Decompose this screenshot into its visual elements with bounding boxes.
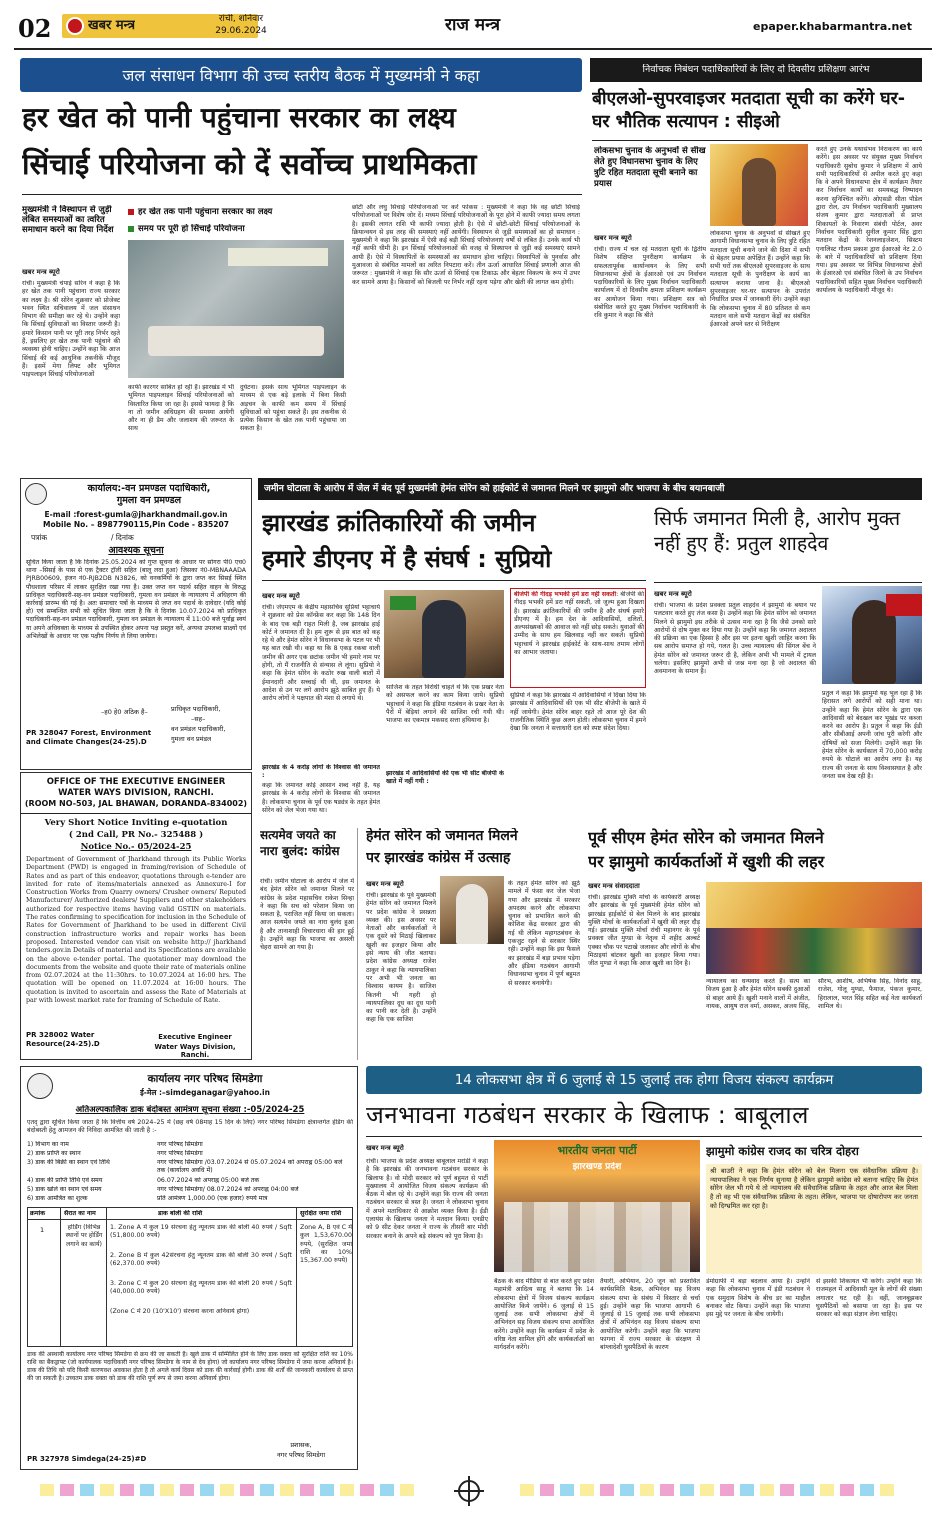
story4-body-1: रांची। भाजपा के प्रदेश प्रवक्ता प्रतुल शाहदेव ने झामुमो के बयान पर पलटवार करते हुए तंज कसा है। उन्होंने कहा कि हेमंत सोरेन को जमानत मिलने से झामुमो इस तरीके से उत्सव मना रहा है कि जैसे उनको सारे आरोपों से दोष मुक्त कर दिया गया है। उन्होंने कहा कि जमानत अदालत की प्रक्रिया का एक हिस्सा है और इस पर इतना खुशी जाहिर करना कि सब आरोप समाप्त हो गये, गलत है। उच्च न्यायालय की सिंगल बेंच ने हेमंत सोरेन को जमानत जरूर दी है, लेकिन अभी भी मामले में ट्रायल चलेगा। इसलिए झामुमो अभी से जश्न मना रहा है जो अदालत की अवमानना के समान है।: [654, 602, 816, 676]
story6-body-1: रांची। झारखंड के पूर्व मुख्यमंत्री हेमंत सोरेन को जमानत मिलने पर प्रदेश कांग्रेस ने प्रसन्नता व्यक्त की। इस अवसर पर नेताओं और कार्यकर्ताओं ने एक दूसरे को मिठाई खिलाकर खुशी का इजहार किया और इसे न्याय की जीत बताया। प्रदेश कांग्रेस अध्यक्ष राजेश ठाकुर ने कहा कि न्यायपालिका पर अभी भी जनता का विश्वास कायम है। साजिश कितनी भी गहरी हो न्यायपालिका दूध का दूध पानी का पानी कर देती है। उन्होंने कहा कि एक साजिश: [366, 892, 436, 1024]
ad-forest-sign-3: वन प्रमंडल पदाधिकारी,: [171, 725, 226, 733]
story2-kicker-bar: [590, 58, 922, 82]
ad-forest-mobile: Mobile No. – 8987790115,Pin Code - 835207: [43, 520, 229, 529]
ad-row: [27, 1159, 353, 1175]
story8-headline: जनभावना गठबंधन सरकार के खिलाफ : बाबूलाल: [366, 1101, 809, 1129]
story1-body-1: रांची। मुख्यमंत्री चंपाई सोरेन ने कहा है कि हर खेत तक पानी पहुंचाना राज्य सरकार का लक्ष्य है। श्री सोरेन शुक्रवार को प्रोजेक्ट भवन स्थित सचिवालय में जल संसाधन विभाग की समीक्षा कर रहे थे। उन्होंने कहा कि सिंचाई सुविधाओं का विस्तार जरूरी है। हमारे किसान पानी पर पूरी तरह निर्भर रहते हैं, इसलिए हर खेत तक पानी पहुंचाने की व्यवस्था होनी चाहिए। उन्होंने कहा कि आज सिंचाई की कई आधुनिक तकनीकें मौजूद हैं। इसमें मेगा लिफ्ट और भूमिगत पाइपलाइन सिंचाई परियोजनाओं: [22, 280, 120, 379]
story2-body-1: रांची। राज्य में चल रहे मतदाता सूची के द्वितीय विशेष संक्षिप्त पुनरीक्षण कार्यक्रम के सफलतापूर्वक कार्यान्वयन के लिए सभी विधानसभा क्षेत्रों के ईआरओ एवं उप निर्वाचन पदाधिकारियों के लिए मुख्य निर्वाचन पदाधिकारी कार्यालय में दो दिवसीय क्षमता प्रशिक्षण कार्यक्रम का आयोजन किया गया। प्रशिक्षण सत्र को संबोधित करते हुए मुख्य निर्वाचन पदाधिकारी के रवि कुमार ने कहा कि बीते: [594, 246, 706, 320]
gov-emblem-icon: [27, 1073, 53, 1099]
table-cell-zone-2: 2. Zone B में कुल 42संरचना हेतु न्यूनतम डाक की बोली 30 रुपये / Sqft (62,370.00 रुपये): [110, 1252, 292, 1268]
story1-headline-1: हर खेत को पानी पहुंचाना सरकार का लक्ष्य: [22, 101, 456, 134]
ad-row-value: नगर परिषद सिमडेगा/ 08.07.2024 को अपराह्न 04:00 बजे: [157, 1186, 299, 1193]
story3-body-1: रांची। जेएमएम के केंद्रीय महासचिव सुप्रियो भट्टाचार्य ने शुक्रवार को प्रेस कॉन्फ्रेंस कर कहा कि 148 दिन के बाद एक बड़ी राहत मिली है, जब झारखंड हाई कोर्ट ने जमानत दी है। हम शुरू से इस बात को कह रहे थे और हेमंत सोरेन ने विधानसभा के पटल पर भी यह बात रखी थी। कहा था कि 8 एकड़ रकबा वाली जमीन की अगर एक छटांक जमीन भी हमारे नाम पर होगी, तो मैं राजनीति से संन्यास ले लूंगा। सुप्रियो ने कहा कि हेमंत सोरेन के कठोर रुख वाली बातों में ईमानदारी और सच्चाई थी थी, इस जमानत के आदेश से उन पर लगे आरोप झूठे साबित हुए हैं। ये आरोप लोगों ने पक्षपात की मंशा से लगाये थे।: [262, 604, 380, 703]
story8-photo-banner: भारतीय जनता पार्टी: [557, 1144, 637, 1157]
story1-body-4: छोटी और लघु सिंचाई परियोजनाओं पर करें फोकस : मुख्यमंत्री ने कहा कि वह छोटी सिंचाई परियोजनाओं पर विशेष जोर दें। मध्यम सिंचाई परियोजनाओं के पूरा होने में काफी ज्यादा समय लगता है। इसकी लागत राशि भी काफी ज्यादा होती है। ऐसे में छोटी-छोटी सिंचाई परियोजनाओं के क्रियान्वयन से इस तरह की समस्याएं नहीं आयेंगी। विस्थापन से जुड़ी समस्याओं का हो समाधान : मुख्यमंत्री ने कहा कि झारखंड में ऐसी कई बड़ी सिंचाई परियोजनाएं वर्षों से लंबित हैं। उनके कार्य भी नहीं काफी धीमी है। इन सिंचाई परियोजनाओं की वजह से विस्थापन से जुड़ी कई समस्याएं सामने आयी हैं। ऐसे में विस्थापितों के समस्याओं का समाधान होना चाहिए। विस्थापितों के पुनर्वास और मुआवजा से संबंधित मामलों का त्वरित निपटारा करें। तीन ऊर्जा आधारित सिंचाई प्रणाली आज की जरूरत : मुख्यमंत्री ने कहा कि सौर ऊर्जा से सिंचाई एक टिकाऊ और बेहतर विकल्प के रूप में उभर कर सामने आया है। किसानों को बिजली पर निर्भर नहीं रहना पड़ेगा और खेती की लागत कम होगी।: [352, 204, 580, 286]
photo-crowd: [706, 928, 922, 974]
ad-simdega-title: अतिअल्पकालिक डाक बंदोबस्त आमंत्रण सूचना संख्या :-05/2024-25: [75, 1105, 305, 1115]
table-header: डाक बोली की राशि: [158, 1210, 203, 1217]
story2-pull-quote: लोकसभा चुनाव के अनुभवों से सीख लेते हुए विधानसभा चुनाव के लिए त्रुटि रहित मतदाता सूची बनाने का प्रयास: [594, 146, 706, 190]
ad-forest-email: E-mail :forest-gumla@jharkhandmail.gov.in: [44, 510, 228, 519]
story7-body-1: रांची। झारखंड मुक्ति मोर्चा के कार्यकारी अध्यक्ष और झारखंड के पूर्व मुख्यमंत्री हेमंत सोरेन को झारखंड हाईकोर्ट से बेल मिलने के बाद झारखंड मुक्ति मोर्चा के कार्यकर्ताओं में खुशी की लहर दौड़ गई। झारखंड मुक्ति मोर्चा रांची महानगर के पूर्व प्रवक्ता जीत मुण्डा के नेतृत्व में शहीद अल्बर्ट एक्का चौक पर पटाखे जलाकर और लोगों के बीच मिठाइयां बांटकर खुशी का इजहार किया गया। जीत मुण्डा ने कहा कि आज खुशी का दिन है।: [588, 894, 700, 968]
ad-row-value: 06.07.2024 को अपराह्न 05:00 बजे तक: [157, 1177, 260, 1184]
ad-row: [27, 1186, 353, 1194]
photo-person: [456, 884, 488, 944]
story8-rule: [366, 1136, 922, 1137]
ad-row: [27, 1141, 353, 1149]
story2-photo: [710, 144, 808, 226]
brand-logo-icon: [66, 17, 84, 35]
ad-row: [27, 1150, 353, 1158]
ad-water-line-2: WATER WAYS DIVISION, RANCHI.: [58, 788, 214, 798]
story8-photo: [494, 1140, 700, 1272]
story6-photo: [440, 876, 504, 944]
table-col-divider: [106, 1208, 107, 1346]
table-col-divider: [296, 1208, 297, 1346]
story6-headline-2: पर झारखंड कांग्रेस में उत्साह: [366, 850, 511, 866]
ad-row-key: 3) डाक की बिक्री का स्थान एवं तिथि: [27, 1159, 110, 1166]
story3-body-3: साजिश के तहत विरोधी चाहते थे कि एक प्रखर नेता को असफल करने का काम किया जाये। सुप्रियो भट्टाचार्य ने कहा कि इंडिया गठबंधन के प्रखर नेता के पैरों में बेड़ियां लगाने की साजिश रची गयी थी। भाजपा का एकमात्र मकसद सत्ता हथियाना है।: [386, 684, 504, 725]
story3-rule: [262, 580, 646, 581]
story1-headline-2: सिंचाई परियोजना को दें सर्वोच्च प्राथमिकता: [22, 147, 477, 181]
story3-quote-head: बीजेपी की गीदड़ भभकी हमें डरा नहीं सकती: [514, 591, 617, 598]
ad-simdega-email: ई-मेल :–simdeganagar@yahoo.in: [140, 1088, 270, 1097]
story9-body-box: [706, 1164, 922, 1274]
ad-forest-title: आवश्यक सूचना: [108, 545, 164, 556]
story2-byline: खबर मन्त्र ब्यूरो: [594, 234, 632, 242]
color-swatch-row: [40, 1484, 420, 1496]
color-swatch-row: [520, 1484, 900, 1496]
ad-forest-sign-4: गुमला वन प्रमंडल: [171, 735, 212, 743]
story6-body-2: के तहत हेमंत सोरेन को झूठे मामले में फंसा कर जेल भेजा गया और झारखंड में सरकार अपदस्थ करने और लोकसभा चुनाव को प्रभावित करने की कोशिश केंद्र सरकार द्वारा की गई थी लेकिन महागठबंधन के एकजुट रहने से सरकार स्थिर रही। उन्होंने कहा कि इस फैसले का झारखंड में बड़ा प्रभाव पड़ेगा और इंडिया गठबंधन आगामी विधानसभा चुनाव में पूर्ण बहुमत से सरकार बनायेगी।: [508, 880, 580, 987]
ad-simdega-intro: एतद् द्वारा सूचित किया जाता है कि वित्तीय वर्ष 2024–25 में (छह वर्ष 08माह 15 दिन के लिए) नगर परिषद सिमडेगा क्षेत्रान्तर्गत हेडिंग की बंदोबस्ती हेतु आमजन की निविदा आमंत्रित की जाती है :-: [27, 1119, 353, 1135]
story3-body-4: सुप्रियो ने कहा कि झारखंड में आदिवासियों ने दिखा दिया कि झारखंड में आदिवासियों की एक भी सीट बीजेपी के खाते में नहीं जायेगी। हेमंत सोरेन बाहर रहते तो आज पूरे देश की राजनीतिक स्थिति कुछ अलग होती। लोकसभा चुनाव में हमने देखा कि जनता ने सत्ताधारी दल को स्पष्ट संदेश दिया।: [510, 692, 646, 733]
story1-kicker-bar: [20, 58, 582, 92]
ad-water-sign-1: Executive Engineer: [158, 1033, 232, 1041]
website-link[interactable]: epaper.khabarmantra.net: [753, 20, 912, 33]
story4-headline: सिर्फ जमानत मिली है, आरोप मुक्त नहीं हुए हैं: प्रतुल शाहदेव: [654, 507, 901, 556]
story3-byline: खबर मन्त्र ब्यूरो: [262, 592, 300, 600]
ad-row-key: 2) डाक प्राप्ति का स्थान: [27, 1150, 81, 1157]
table-cell-zone-c: (Zone C में 20 (10'X10') संरचना करना अनिवार्य होगा): [110, 1308, 250, 1315]
story4-rule: [654, 582, 922, 583]
banner-2: [366, 1066, 922, 1094]
story2-kicker: निर्वाचक निबंधन पदाधिकारियों के लिए दो दिवसीय प्रशिक्षण आरंभ: [642, 64, 870, 75]
story6-byline: खबर मन्त्र ब्यूरो: [366, 880, 404, 888]
bullet-square-icon: [128, 226, 134, 232]
photo-banner: [228, 248, 328, 266]
ad-forest-patrank: पत्रांक: [31, 533, 48, 542]
story2-body-3: करते हुए उनके यथासंभव निराकरण का कार्य करेंगे। इस अवसर पर संयुक्त मुख्य निर्वाचन पदाधिकारी सुबोध कुमार ने प्रशिक्षण में आये सभी पदाधिकारियों से अपील करते हुए कहा कि वे अपने विधानसभा क्षेत्र में कार्यक्रम तैयार कर निर्वाचन कार्यों का समयबद्ध निष्पादन करना सुनिश्चित करेंगे। ओएसडी सीता पौडेल द्वारा रोल, उप निर्वाचन पदाधिकारी मुख्यालय संजय कुमार द्वारा मतदाताओं से प्राप्त शिकायतों के निवारण संबंधी पोर्टल, अवर निर्वाचन पदाधिकारी सुनील कुमार सिंह द्वारा मतदान केंद्रों के रेशनलाइजेशन, सिस्टम एनालिस्ट गौतम प्रकाश द्वारा ईआरओ नेट 2.0 के बारे में पदाधिकारियों को प्रशिक्षण दिया गया। इस अवसर पर विभिन्न विधानसभा क्षेत्रों के ईआरओ एवं संबंधित जिलों के उप निर्वाचन पदाधिकारियों सहित मुख्य निर्वाचन पदाधिकारी कार्यालय के पदाधिकारी मौजूद थे।: [816, 146, 922, 295]
story9-headline-bar: [706, 1142, 922, 1162]
ad-row-key: 6) डाक आमंत्रित का शुल्क: [27, 1195, 88, 1202]
ad-forest-sign-2: –सह–: [191, 715, 206, 723]
story3-subhead-1: झारखंड के 4 करोड़ लोगों के विश्वास की जमानत :: [262, 764, 380, 780]
ad-water-line-3: (ROOM NO-503, JAL BHAWAN, DORANDA-834002): [24, 799, 248, 808]
story8-body-3: तैयारी, अभियान, 20 जून को प्रस्तावित कार्यसमिति बैठक, अभिनंदन सह विजय संकल्प सभा के संबंध में विस्तार से चर्चा हुई। उन्होंने कहा कि भाजपा आगामी 6 जुलाई से 15 जुलाई तक सभी लोकसभा क्षेत्रों में अभिनंदन सह विजय संकल्प सभा आयोजित करेगी। उन्होंने कहा कि भाजपा फागना में राज्य सरकार के संरक्षण में बांग्लादेशी घुसपैठियों के कारण: [600, 1278, 700, 1352]
story3-quote: [514, 591, 644, 687]
story1-body-3: दुर्घटना। इसके साथ भूमिगत पाइपलाइन के माध्यम से एक बड़े इलाके में बिना किसी अड़चन के काफी कम समय में सिंचाई सुविधाओं को पहुंचा सकते हैं। इस तकनीक से प्रत्येक किसान के खेत तक पानी पहुंचाया जा सकता है।: [240, 384, 346, 433]
brand-name: खबर मन्त्र: [88, 18, 136, 33]
story1-bullet-1: [128, 207, 348, 218]
table-cell-sl: 1: [40, 1226, 45, 1234]
photo-person: [742, 158, 776, 226]
story5-headline: सत्यमेव जयते का नारा बुलंद: कांग्रेस: [260, 828, 340, 858]
story9-body-2: डेमोग्राफी में बड़ा बदलाव आया है। उन्होंने कहा कि लोकसभा चुनाव में इंडी गठबंधन ने एक समुदाय विशेष के बीच डर का माहौल बनाकर वोट किया। उन्होंने कहा कि भाजपा इस मुद्दे पर जनता के बीच जायेगी।: [706, 1278, 810, 1319]
story1-side-note: मुख्यमंत्री ने विस्थापन से जुड़ी लंबित समस्याओं का त्वरित समाधान करने का दिया निर्देश: [22, 205, 114, 236]
ad-water-notice: Notice No.- 05/2024-25: [80, 842, 192, 852]
story5-body: रांची। जमीन घोटाला के आरोप में जेल में बंद हेमंत सोरेन को जमानत मिलने पर कांग्रेस के प्रदेश महासचिव राकेश सिन्हा ने कहा कि सच को परेशान किया जा सकता है, पराजित नहीं किया जा सकता। आज सत्यमेव जयते का नारा बुलंद हुआ है और तानाशाही विचारधारा की हार हुई है। उन्होंने कहा कि भाजपा का असली चेहरा सामने आ गया है।: [260, 878, 354, 952]
story4-byline: खबर मन्त्र ब्यूरो: [654, 590, 692, 598]
ad-water: [20, 772, 252, 1060]
story3-headline-2: हमारे डीएनए में है संघर्ष : सुप्रियो: [262, 545, 552, 573]
story9-headline: झामुमो कांग्रेस राजद का चरित्र दोहरा: [706, 1144, 859, 1158]
ad-forest: [20, 478, 252, 770]
table-col-divider: [60, 1208, 61, 1346]
ad-simdega-sign-1: प्रशासक,: [290, 1441, 312, 1449]
ad-forest-office-2: गुमला वन प्रमण्डल: [116, 495, 182, 506]
page-number: 02: [18, 14, 52, 43]
story7-byline: खबर मन्त्र संवाददाता: [588, 882, 640, 890]
ad-forest-ha: –ह0 हे0 अठिक है–: [101, 708, 148, 716]
gov-emblem-icon: [25, 483, 47, 505]
ad-row-value: नगर परिषद सिमडेगा /03.07.2024 से 05.07.2024 को अपराह्न 05:00 बजे तक (कार्यालय अवधि में): [157, 1159, 343, 1174]
ad-forest-dinank: / दिनांक: [111, 533, 134, 542]
story8-photo-banner-2: झारखण्ड प्रदेश: [572, 1162, 622, 1172]
story2-body-2: लोकसभा चुनाव के अनुभवों से सीखते हुए आगामी विधानसभा चुनाव के लिए त्रुटि रहित मतदाता सूची बनाने जाने की दिशा में सभी से बेहतर प्रयास अपेक्षित हैं। उन्होंने कहा कि सभी घरों तक बीएलओ सुपरवाइजर के साथ मतदाता सूची के पुनरीक्षण के कार्य का सत्यापन कराया जाना है। बीएलओ सुपरवाइजर घर-घर सत्यापन के उपरांत निर्धारित प्रपत्र में जानकारी देंगे। उन्होंने कहा कि लोकसभा चुनाव में 80 प्रतिशत से कम मतदान वाले सभी मतदान केंद्रों का संबंधित ईआरओ अपने स्तर से निरीक्षण: [710, 230, 810, 329]
table-cell-name: होर्डिंग (विभिन्न स्थानों पर होर्डिंग लगाने का कार्य): [65, 1224, 103, 1248]
registration-strip: [0, 1476, 945, 1516]
story9-body-3: से इसकी शिकायत भी करेंगे। उन्होंने कहा कि राजमहल में आदिवासी मूल के लोगों की संख्या लगातार घट रही है। वहीं, जानबूझकर घुसपैठियों को बसाया जा रहा है। इस पर सरकार को कड़ा संज्ञान लेना चाहिए।: [816, 1278, 922, 1319]
story3-headline-1: झारखंड क्रांतिकारियों की जमीन: [262, 509, 536, 537]
ad-simdega-table: [27, 1207, 353, 1347]
story7-photo: [706, 882, 922, 974]
ad-row-key: 4) डाक की प्राप्ति तिथि एवं समय: [27, 1177, 103, 1184]
story1-kicker: जल संसाधन विभाग की उच्च स्तरीय बैठक में मुख्यमंत्री ने कहा: [122, 66, 480, 85]
ad-water-line-1: OFFICE OF THE EXECUTIVE ENGINEER: [46, 777, 226, 787]
story4-body-2: प्रतुल ने कहा कि झामुमो यह भूल रहा है कि हिरासत लगे आरोपों को सही माना था। उन्होंने कहा कि हेमंत सोरेन के द्वारा एक आदिवासी को बेदखल कर भूखंड पर कब्जा करने का आरोप है। प्रतुल ने कहा कि ईडी और सीबीआई अपनी जांच पूरी करेगी और दोषियों को सजा मिलेगी। उन्होंने कहा कि हेमंत सोरेन के कार्यकाल में 70,000 करोड़ रुपये के घोटाले का आरोप लगा है। यह राज्य की जनता के साथ विश्वासघात है और जनता सब देख रही है।: [822, 690, 922, 780]
photo-people: [504, 1202, 690, 1272]
story7-headline-2: पर झामुमो कार्यकर्ताओं में खुशी की लहर: [588, 852, 825, 871]
story8-body-1: रांची। भाजपा के प्रदेश अध्यक्ष बाबूलाल मरांडी ने कहा है कि झारखंड की जनभावना गठबंधन सरकार के खिलाफ है। वो मोदी सरकार को पूर्ण बहुमत से पार्टी मुख्यालय में आयोजित विजय संकल्प कार्यक्रम की बैठक में बोल रहे थे। उन्होंने कहा कि राज्य की जनता गठबंधन सरकार से त्रस्त है। जनता ने लोकसभा चुनाव में अपने मताधिकार से आक्रोश व्यक्त किया है। ईडी एलायंस के खिलाफ जनता ने मतदान किया। एनडीए को 9 सीट देकर जनता ने राज्य के तीसरी बार मोदी सरकार बनाने के अपने बड़े संकल्प को पूरा किया है।: [366, 1158, 488, 1240]
ad-simdega-footer: डाक की अस्थायी कार्यालय नगर परिषद सिमडेगा से क्रय की जा सकती है। खुले डाक में सम्मिलित होने के लिए डाक वक्ता को सुरक्षित राशि का 10% राशि का बैंकड्राफ्ट (जो कार्यपालक पदाधिकारी नगर परिषद सिमडेगा के नाम से देय होगा) जो कार्यालय नगर परिषद सिमडेगा में जमा करना अनिवार्य है। डाक की तिथि को यदि किसी कारणवश अवकाश होता है तो अगले कार्य दिवस को डाक की कार्रवाई होगी। डाक की शर्तों की जानकारी कार्यालय से प्राप्त की जा सकती है। उच्चतम डाक वक्ता को डाक की राशि पूर्ण रूप से जमा करना अनिवार्य होगा।: [27, 1351, 353, 1382]
story1-byline: खबर मन्त्र ब्यूरो: [22, 268, 60, 276]
city-day: रांची, शनिवार: [218, 14, 264, 24]
ad-forest-body: सूचित किया जाता है कि दिनांक 25.05.2024 को गुप्त सूचना के आधार पर सोगरा पी0 एच0 थाना –सिसई के पास से एक ट्रैक्टर ट्रॉली सहित (बालू लदा हुआ) जिसका नं0-MBNAAADA PJRB00609, इंजन नं0-RJB2DB N3826, को वनकर्मियों के द्वारा जप्त कर सिसई स्थित पौधशाला परिसर में लाकर सुरक्षित रखा गया है। उक्त जप्त वन पदार्थ सहित वाहन के विरुद्ध प्राधिकृत पदाधिकारी-सह-वन प्रमंडल पदाधिकारी, गुमला वन प्रमंडल के न्यायालय में अधिहरण की कार्रवाई प्रारम्भ की गई है। अतः समाचार पत्रों के माध्यम से जप्त वन पदार्थ के दावेदार (यदि कोई हो) एवं सम्बन्धित सभी को सूचित किया जाता है कि वे दिनांक 10.07.2024 को प्राधिकृत पदाधिकारी-सह-वन प्रमंडल पदाधिकारी, गुमला वन प्रमंडल के न्यायालय में 11:00 बजे पूर्वाह्न स्वयं या अपने अधिवक्ता के माध्यम से उपस्थित होकर अपना पक्ष प्रस्तुत करें, अन्यथा उपलब्ध साक्ष्यों एवं अभिलेखों के आधार पर एक पक्षीय निर्णय ले लिया जायेगा।: [26, 559, 246, 640]
masthead: [0, 0, 945, 52]
photo-table: [148, 326, 324, 356]
ad-forest-sign-1: प्राधिकृत पदाधिकारी,: [171, 705, 221, 713]
story1-bullet-2: [128, 224, 348, 235]
masthead-rule: [14, 48, 932, 50]
table-header: सैरात का नाम: [64, 1210, 96, 1217]
table-cell-zone-1: 1. Zone A में कुल 19 संरचना हेतु न्यूनतम डाक की बोली 40 रुपये / Sqft (51,800.00 रुपये): [110, 1224, 292, 1240]
ad-simdega-sign-2: नगर परिषद सिमडेगा: [276, 1451, 326, 1459]
banner-2-text: 14 लोकसभा क्षेत्र में 6 जुलाई से 15 जुलाई तक होगा विजय संकल्प कार्यक्रम: [454, 1072, 834, 1088]
main-banner: [258, 478, 922, 500]
issue-date: 29.06.2024: [215, 26, 267, 36]
ad-row-value: प्रति आमंत्रण 1,000.00 (एक हजार) रुपये मात्र: [157, 1195, 268, 1202]
table-cell-deposit: Zone A, B एवं C में कुल 1,53,670.00 रुपये, (सुरक्षित जमा राशि का 10% 15,367.00 रुपये): [300, 1224, 352, 1265]
ad-water-body: Department of Government of Jharkhand through its Public Works Department (PWD) is engaged in framing/revision of Schedule of Rates and as part of this endeavor, quotations through e-tender are invited for rate of items/materials annexed as Annexure-I for Construction Works from Quarry owners/ Crusher owners/ Reputed Manufacturer/ Authorized dealers/ Suppliers and other stakeholders authorized for respective items having valid GSTIN on materials. The rates confirming to specification for inclusion in the Schedule of Rates for Government of Jharkhand to be used in different Civil construction infrastructure works and repair works has been proposed. Interested vendor can visit on website http:// jharkhand tenders.gov.in Details of material and its Specifications are available on the above e-tender portal. The quotationer may download the documents from the website and quote their rate of materials online from 02.07.2024 at the 11:30hrs. to 10.07.2024 at 16:00 hrs. The quotation will be opened on 11.07.2024 at 16:00 hours. The quotation is invited to ascertain and assess the Rate of Materials at par with lowest market rate for framing of Schedule of Rate.: [26, 856, 246, 1005]
table-header: सुरक्षित जमा राशि: [300, 1210, 342, 1217]
ad-water-call: ( 2nd Call, PR No.- 325488 ): [68, 830, 204, 840]
story4-photo: [822, 586, 922, 684]
bullet-text: समय पर पूरी हो सिंचाई परियोजना: [138, 224, 245, 234]
ad-forest-office: कार्यालय:-वन प्रमण्डल पदाधिकारी,: [87, 483, 211, 494]
story7-headline-1: पूर्व सीएम हेमंत सोरेन को जमानत मिलने: [588, 828, 824, 847]
ad-row-key: 5) डाक खोले का स्थान एवं समय: [27, 1186, 102, 1193]
photo-logo: [390, 596, 416, 610]
ad-water-rule: [21, 813, 251, 814]
ad-water-pr: PR 328002 Water Resource(24-25).D: [26, 1031, 100, 1048]
ad-simdega-rows: [27, 1141, 353, 1205]
ad-row-value: नगर परिषद सिमडेगा: [157, 1150, 203, 1157]
ad-water-sign-2: Water Ways Division, Ranchi.: [154, 1043, 236, 1060]
story3-quote-body: : बीजेपी की गीदड़ भभकी हमें डरा नहीं सकती, जो जुल्म हुआ दिखता है। झारखंड क्रांतिकारियों की जमीन है और संघर्ष हमारे डीएनए में है। हम देश के आदिवासियों, दलितों, अल्पसंख्यकों की आवाज को नहीं छोड़ सकते। युवाओं की उम्मीद के साथ हम खिलवाड़ नहीं कर सकते। सुप्रियो भट्टाचार्य ने झारखंड हाईकोर्ट के साथ-साथ तमाम लोगों का आभार जताया।: [514, 591, 644, 657]
story1-rule: [22, 194, 582, 195]
section-name: राज मन्त्र: [445, 15, 500, 35]
story7-body-2: न्यायालय का धन्यवाद करते हैं। सत्य का विजय हुआ है और हेमंत सोरेन सबकी दुआओं से बाहर आये हैं। खुशी मनाने वालों में अंजीत, नायक, आयुष राज वर्मा, असकर, अजय सिंह, सौरभ, आशीष, अभिषेक सिंह, विनोद साहू, राजेश, गोलू मुण्डा, फैयाज, पंकज कुमार, हिरालाल, भरत सिंह सहित कई नेता कार्यकर्ता शामिल थे।: [706, 978, 922, 1010]
photo-banner-red: [886, 594, 922, 616]
story3-body-2: कहा कि जमानत कोई आसान शब्द नहीं है, यह झारखंड के 4 करोड़ लोगों के विश्वास की जमानत है। लोकसभा चुनाव के पूर्व एक षड्यंत्र के तहत हेमंत सोरेन को जेल भेजा गया था।: [262, 782, 380, 814]
ad-row: [27, 1177, 353, 1185]
story9-body-1: श्री बाउरी ने कहा कि हेमंत सोरेन को बेल मिलना एक संवैधानिक प्रक्रिया है। न्यायपालिका ने एक निर्णय सुनाया है लेकिन झामुमो कांग्रेस को बताना चाहिए कि हेमंत सोरेन जेल भी गये थे तो न्यायालय की संवैधानिक प्रक्रिया के तहत और आज बेल मिला है तो वह भी एक संवैधानिक प्रक्रिया के तहत। लेकिन, भाजपा पर दोषारोपण कर जनता को दिग्भ्रमित कर रहा है।: [710, 1167, 918, 1210]
story2-headline: बीएलओ-सुपरवाइजर मतदाता सूची का करेंगे घर-घर भौतिक सत्यापन : सीइओ: [592, 89, 906, 132]
table-header-row: [28, 1208, 352, 1220]
ad-simdega-pr: PR 327978 Simdega(24-25)#D: [27, 1455, 147, 1463]
table-header: क्रमांक: [30, 1210, 46, 1217]
story8-byline: खबर मन्त्र ब्यूरो: [366, 1144, 404, 1152]
ad-row-key: 1) विभाग का नाम: [27, 1141, 69, 1148]
ad-forest-pr: PR 328047 Forest, Environment and Climate Changes(24-25).D: [26, 729, 152, 746]
ad-row-value: नगर परिषद सिमडेगा: [157, 1141, 203, 1148]
story3-quote-box: [510, 588, 646, 688]
story6-headline-1: हेमंत सोरेन को जमानत मिलने: [366, 828, 518, 844]
story8-body-2: बैठक के बाद मीडिया से बात करते हुए प्रदेश महामंत्री आदित्य साहू ने बताया कि 14 लोकसभा क्षेत्रों में विजय संकल्प कार्यक्रम आयोजित किये जायेंगे। 6 जुलाई से 15 जुलाई तक सभी लोकसभा क्षेत्रों में अभिनंदन सह विजय संकल्प सभा आयोजित करेंगे। उन्होंने कहा कि कार्यक्रम में प्रदेश के वरिष्ठ नेता शामिल होंगे और कार्यकर्ताओं का मार्गदर्शन करेंगे।: [494, 1278, 594, 1352]
story2-rule: [592, 140, 922, 141]
registration-cross-icon: [454, 1490, 484, 1492]
story3-photo: [384, 590, 504, 678]
ad-simdega: [20, 1066, 358, 1470]
story5-box: [258, 828, 358, 1060]
ad-simdega-office: कार्यालय नगर परिषद सिमडेगा: [147, 1073, 263, 1085]
story1-body-2: काफी कारगर साबित हो रही हैं। झारखंड में भी भूमिगत पाइपलाइन सिंचाई परियोजनाओं को विस्तारित किया जा रहा है। इससे फायदा है कि ना तो जमीन अधिग्रहण की समस्या आयेगी और ना ही डैम और जलाशय की जरूरत के साथ: [128, 384, 234, 433]
ad-water-title: Very Short Notice Inviting e-quotation: [44, 818, 228, 828]
story3-subhead-2: झारखंड में आदिवासियों की एक भी सीट बीजेपी के खाते में नहीं गयी :: [386, 770, 504, 786]
main-banner-text: जमीन घोटाला के आरोप में जेल में बंद पूर्व मुख्यमंत्री हेमंत सोरेन को हाईकोर्ट से जमानत मिलने पर झामुमो और भाजपा के बीच बयानबाजी: [264, 483, 725, 494]
table-cell-zone-3: 3. Zone C में कुल 20 संरचना हेतु न्यूनतम डाक की बोली 20 रुपये / Sqft (40,000.00 रुपये): [110, 1280, 292, 1296]
story1-photo: [128, 240, 344, 378]
bullet-text: हर खेत तक पानी पहुंचाना सरकार का लक्ष्य: [138, 207, 273, 217]
bullet-square-icon: [128, 209, 134, 215]
photo-person: [422, 600, 466, 678]
ad-row: [27, 1195, 353, 1203]
